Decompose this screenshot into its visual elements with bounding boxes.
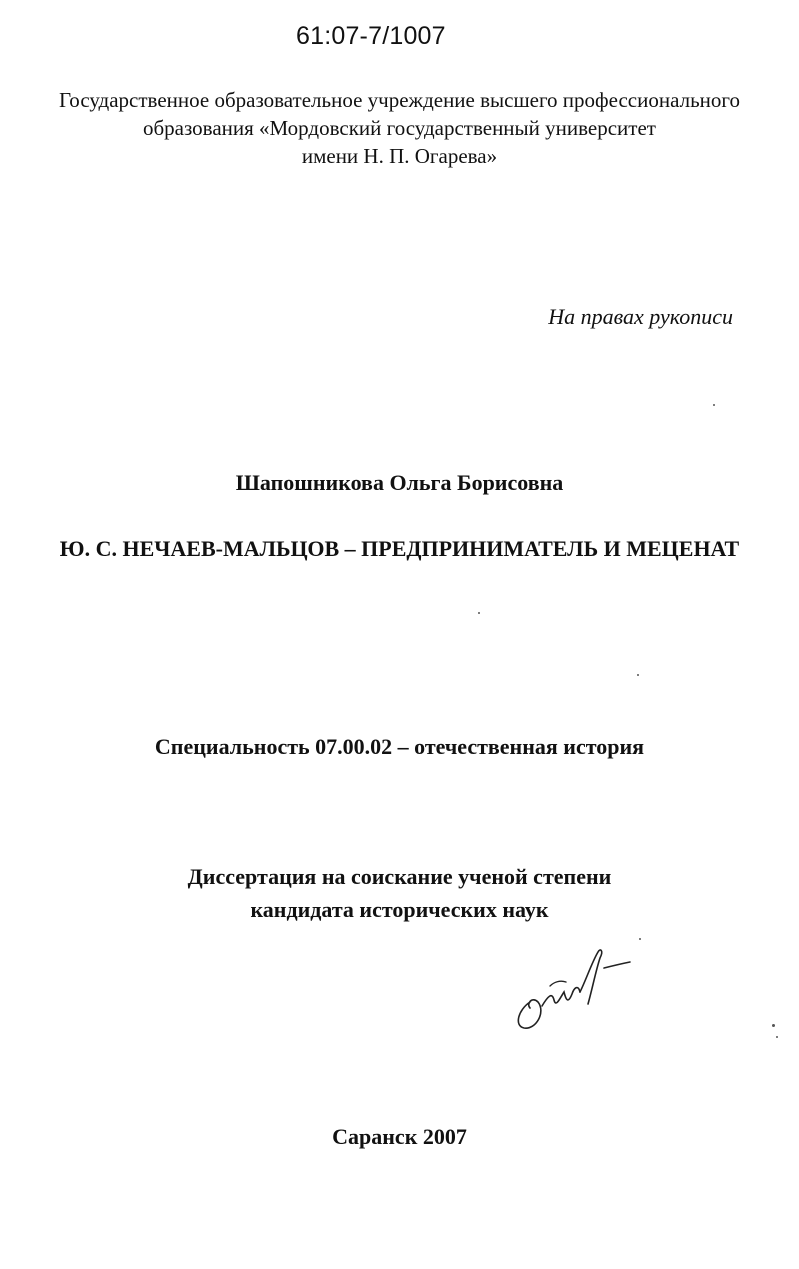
archive-stamp-code: 61:07-7/1007 <box>296 22 446 50</box>
scan-speck <box>713 404 715 406</box>
speciality-line: Специальность 07.00.02 – отечественная история <box>154 734 645 759</box>
manuscript-rights-note: На правах рукописи <box>548 304 733 329</box>
degree-line: Диссертация на соискание ученой степени <box>187 864 612 889</box>
dissertation-title: Ю. С. НЕЧАЕВ-МАЛЬЦОВ – ПРЕДПРИНИМАТЕЛЬ И МЕЦЕНАТ <box>59 536 740 561</box>
scan-speck <box>772 1024 775 1027</box>
scan-speck <box>478 612 480 614</box>
institution-line: имени Н. П. Огарева» <box>301 144 498 168</box>
city-year: Саранск 2007 <box>332 1124 467 1149</box>
degree-line: кандидата исторических наук <box>250 897 549 922</box>
handwritten-signature-icon <box>508 942 638 1037</box>
institution-line: Государственное образовательное учреждение высшего профессионального <box>59 88 740 112</box>
scan-speck <box>776 1036 778 1038</box>
institution-line: образования «Мордовский государственный университет <box>143 116 656 140</box>
degree-statement <box>0 860 799 926</box>
institution-block <box>40 86 759 170</box>
scan-speck <box>639 938 641 940</box>
author-name: Шапошникова Ольга Борисовна <box>235 470 564 495</box>
scan-speck <box>637 674 639 676</box>
